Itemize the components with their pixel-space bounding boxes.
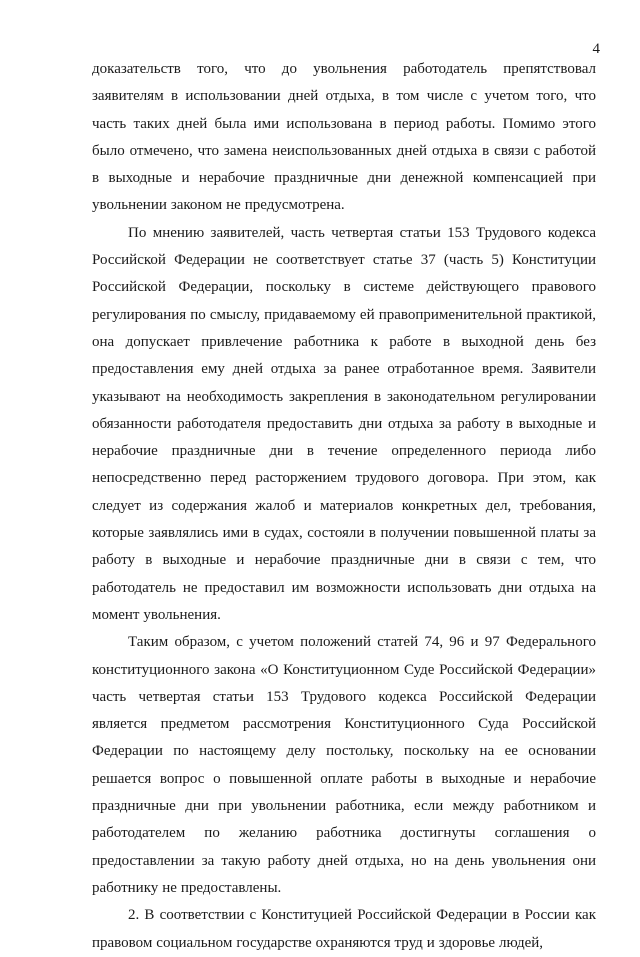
paragraph-3: Таким образом, с учетом положений статей 74, 96 и 97 Федерального конституционного закона «О Конституционном Суде Российской Федерации» часть четвертая статьи 153 Трудового кодекса Российской Федерации является предметом рассмотрения Конституционного Суда Российской Федерации по настоящему делу постольку, поскольку на ее основании решается вопрос о повышенной оплате работы в выходные и нерабочие праздничные дни при увольнении работника, если между работником и работодателем по желанию работника достигнуты соглашения о предоставлении за такую работу дней отдыха, но на день увольнения они работнику не предоставлены. bbox=[92, 634, 596, 896]
paragraph-1: доказательств того, что до увольнения работодатель препятствовал заявителям в использовании дней отдыха, в том числе с учетом того, что часть таких дней была ими использована в период работы. Помимо этого было отмечено, что замена неиспользованных дней отдыха в связи с работой в выходные и нерабочие праздничные дни денежной компенсацией при увольнении законом не предусмотрена. bbox=[92, 61, 596, 214]
paragraph-2: По мнению заявителей, часть четвертая статьи 153 Трудового кодекса Российской Федерации не соответствует статье 37 (часть 5) Конституции Российской Федерации, поскольку в системе действующего правового регулирования по смыслу, придаваемому ей правоприменительной практикой, она допускает привлечение работника к работе в выходной день без предоставления ему дней отдыха за ранее отработанное время. Заявители указывают на необходимость закрепления в законодательном регулировании обязанности работодателя предоставить дни отдыха за работу в выходные и нерабочие праздничные дни в течение определенного периода либо непосредственно перед расторжением трудового договора. При этом, как следует из содержания жалоб и материалов конкретных дел, требования, которые заявлялись ими в судах, состояли в получении повышенной платы за работу в выходные и нерабочие праздничные дни в связи с тем, что работодатель не предоставил им возможности использовать дни отдыха на момент увольнения. bbox=[92, 224, 596, 623]
page-number: 4 bbox=[592, 41, 600, 57]
paragraph-4: 2. В соответствии с Конституцией Российской Федерации в России как правовом социальном государстве охраняются труд и здоровье людей, bbox=[92, 907, 596, 951]
document-body bbox=[92, 56, 596, 957]
